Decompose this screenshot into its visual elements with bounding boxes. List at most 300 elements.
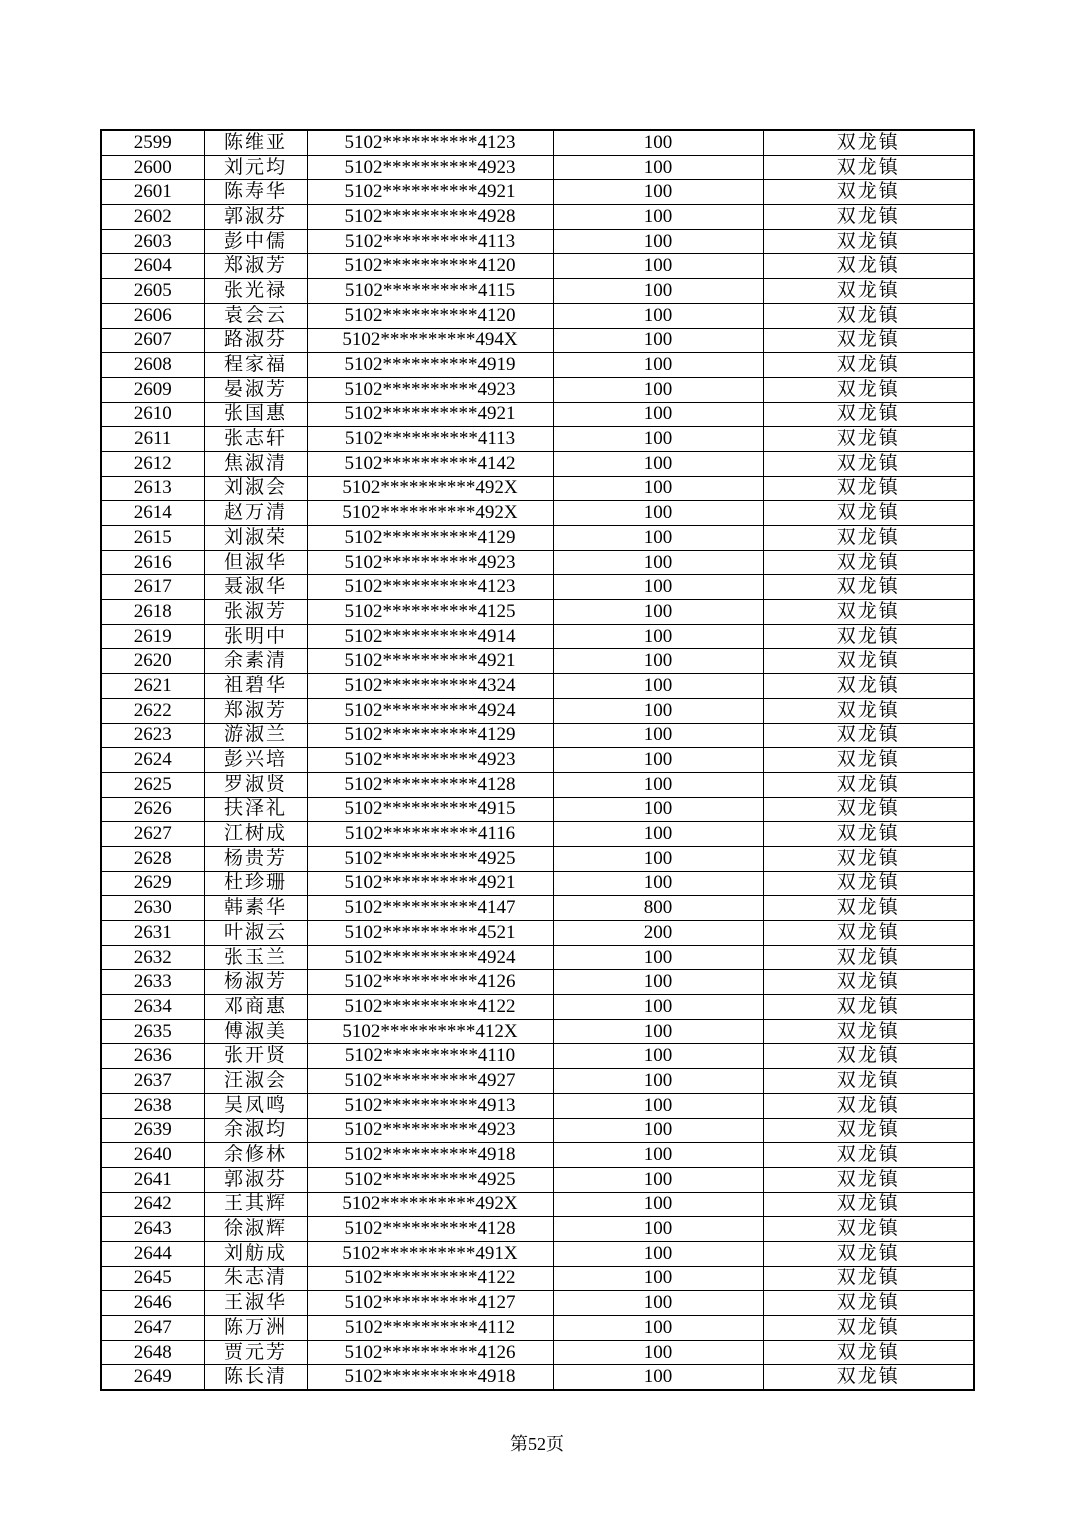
- id-number-cell: 5102**********4147: [307, 896, 553, 921]
- id-number-cell: 5102**********494X: [307, 328, 553, 353]
- town-cell: 双龙镇: [763, 624, 974, 649]
- table-row: [101, 995, 974, 1020]
- amount-cell: 100: [553, 772, 763, 797]
- name-cell: 韩素华: [204, 896, 307, 921]
- table-row: [101, 476, 974, 501]
- amount-cell: 100: [553, 526, 763, 551]
- serial-number-cell: 2639: [101, 1118, 204, 1143]
- town-cell: 双龙镇: [763, 130, 974, 155]
- amount-cell: 100: [553, 476, 763, 501]
- serial-number-cell: 2633: [101, 970, 204, 995]
- serial-number-cell: 2627: [101, 822, 204, 847]
- table-row: [101, 772, 974, 797]
- name-cell: 彭中儒: [204, 229, 307, 254]
- table-row: [101, 130, 974, 155]
- table-row: [101, 353, 974, 378]
- id-number-cell: 5102**********4129: [307, 723, 553, 748]
- town-cell: 双龙镇: [763, 254, 974, 279]
- name-cell: 刘元均: [204, 155, 307, 180]
- id-number-cell: 5102**********4521: [307, 921, 553, 946]
- table-row: [101, 328, 974, 353]
- amount-cell: 100: [553, 254, 763, 279]
- id-number-cell: 5102**********492X: [307, 1192, 553, 1217]
- amount-cell: 100: [553, 130, 763, 155]
- table-row: [101, 871, 974, 896]
- serial-number-cell: 2615: [101, 526, 204, 551]
- id-number-cell: 5102**********4923: [307, 550, 553, 575]
- amount-cell: 100: [553, 377, 763, 402]
- amount-cell: 100: [553, 945, 763, 970]
- name-cell: 陈寿华: [204, 180, 307, 205]
- table-row: [101, 1316, 974, 1341]
- town-cell: 双龙镇: [763, 377, 974, 402]
- table-row: [101, 1266, 974, 1291]
- town-cell: 双龙镇: [763, 698, 974, 723]
- serial-number-cell: 2637: [101, 1069, 204, 1094]
- serial-number-cell: 2622: [101, 698, 204, 723]
- name-cell: 贾元芳: [204, 1340, 307, 1365]
- table-row: [101, 427, 974, 452]
- amount-cell: 100: [553, 1266, 763, 1291]
- town-cell: 双龙镇: [763, 945, 974, 970]
- town-cell: 双龙镇: [763, 1143, 974, 1168]
- table-row: [101, 649, 974, 674]
- amount-cell: 100: [553, 205, 763, 230]
- town-cell: 双龙镇: [763, 303, 974, 328]
- id-number-cell: 5102**********4925: [307, 846, 553, 871]
- serial-number-cell: 2603: [101, 229, 204, 254]
- id-number-cell: 5102**********4923: [307, 1118, 553, 1143]
- town-cell: 双龙镇: [763, 229, 974, 254]
- serial-number-cell: 2604: [101, 254, 204, 279]
- id-number-cell: 5102**********4126: [307, 1340, 553, 1365]
- name-cell: 张光禄: [204, 279, 307, 304]
- id-number-cell: 5102**********4142: [307, 451, 553, 476]
- id-number-cell: 5102**********4923: [307, 748, 553, 773]
- town-cell: 双龙镇: [763, 772, 974, 797]
- serial-number-cell: 2608: [101, 353, 204, 378]
- table-row: [101, 896, 974, 921]
- amount-cell: 100: [553, 1291, 763, 1316]
- town-cell: 双龙镇: [763, 822, 974, 847]
- serial-number-cell: 2618: [101, 600, 204, 625]
- table-row: [101, 229, 974, 254]
- amount-cell: 100: [553, 1217, 763, 1242]
- name-cell: 张开贤: [204, 1044, 307, 1069]
- name-cell: 赵万清: [204, 501, 307, 526]
- id-number-cell: 5102**********4921: [307, 180, 553, 205]
- table-row: [101, 723, 974, 748]
- roster-body: [101, 130, 974, 1390]
- name-cell: 刘淑荣: [204, 526, 307, 551]
- table-row: [101, 303, 974, 328]
- name-cell: 程家福: [204, 353, 307, 378]
- amount-cell: 100: [553, 328, 763, 353]
- id-number-cell: 5102**********412X: [307, 1019, 553, 1044]
- serial-number-cell: 2647: [101, 1316, 204, 1341]
- name-cell: 余修林: [204, 1143, 307, 1168]
- name-cell: 刘舫成: [204, 1241, 307, 1266]
- id-number-cell: 5102**********4120: [307, 254, 553, 279]
- table-row: [101, 797, 974, 822]
- name-cell: 晏淑芳: [204, 377, 307, 402]
- amount-cell: 100: [553, 649, 763, 674]
- id-number-cell: 5102**********4924: [307, 698, 553, 723]
- id-number-cell: 5102**********4923: [307, 155, 553, 180]
- table-row: [101, 205, 974, 230]
- serial-number-cell: 2620: [101, 649, 204, 674]
- town-cell: 双龙镇: [763, 1266, 974, 1291]
- id-number-cell: 5102**********4127: [307, 1291, 553, 1316]
- name-cell: 杨贵芳: [204, 846, 307, 871]
- serial-number-cell: 2640: [101, 1143, 204, 1168]
- name-cell: 余素清: [204, 649, 307, 674]
- town-cell: 双龙镇: [763, 1192, 974, 1217]
- name-cell: 陈维亚: [204, 130, 307, 155]
- table-row: [101, 1217, 974, 1242]
- table-row: [101, 1118, 974, 1143]
- town-cell: 双龙镇: [763, 723, 974, 748]
- id-number-cell: 5102**********4112: [307, 1316, 553, 1341]
- table-row: [101, 1365, 974, 1390]
- serial-number-cell: 2614: [101, 501, 204, 526]
- serial-number-cell: 2629: [101, 871, 204, 896]
- id-number-cell: 5102**********4918: [307, 1365, 553, 1390]
- id-number-cell: 5102**********4921: [307, 871, 553, 896]
- town-cell: 双龙镇: [763, 476, 974, 501]
- serial-number-cell: 2612: [101, 451, 204, 476]
- town-cell: 双龙镇: [763, 921, 974, 946]
- name-cell: 罗淑贤: [204, 772, 307, 797]
- table-row: [101, 155, 974, 180]
- town-cell: 双龙镇: [763, 1217, 974, 1242]
- amount-cell: 100: [553, 624, 763, 649]
- name-cell: 焦淑清: [204, 451, 307, 476]
- name-cell: 聂淑华: [204, 575, 307, 600]
- serial-number-cell: 2638: [101, 1093, 204, 1118]
- amount-cell: 100: [553, 1069, 763, 1094]
- amount-cell: 100: [553, 748, 763, 773]
- table-row: [101, 1192, 974, 1217]
- page-number: 第52页: [510, 1434, 564, 1454]
- amount-cell: 100: [553, 402, 763, 427]
- id-number-cell: 5102**********4115: [307, 279, 553, 304]
- name-cell: 朱志清: [204, 1266, 307, 1291]
- id-number-cell: 5102**********4125: [307, 600, 553, 625]
- serial-number-cell: 2613: [101, 476, 204, 501]
- town-cell: 双龙镇: [763, 896, 974, 921]
- name-cell: 陈长清: [204, 1365, 307, 1390]
- amount-cell: 100: [553, 1192, 763, 1217]
- name-cell: 郑淑芳: [204, 698, 307, 723]
- town-cell: 双龙镇: [763, 748, 974, 773]
- serial-number-cell: 2606: [101, 303, 204, 328]
- serial-number-cell: 2621: [101, 674, 204, 699]
- town-cell: 双龙镇: [763, 600, 974, 625]
- amount-cell: 100: [553, 279, 763, 304]
- town-cell: 双龙镇: [763, 501, 974, 526]
- town-cell: 双龙镇: [763, 674, 974, 699]
- table-row: [101, 1143, 974, 1168]
- amount-cell: 100: [553, 575, 763, 600]
- id-number-cell: 5102**********4116: [307, 822, 553, 847]
- amount-cell: 100: [553, 155, 763, 180]
- table-row: [101, 1291, 974, 1316]
- name-cell: 郭淑芬: [204, 1167, 307, 1192]
- id-number-cell: 5102**********4110: [307, 1044, 553, 1069]
- amount-cell: 100: [553, 501, 763, 526]
- table-row: [101, 501, 974, 526]
- amount-cell: 100: [553, 1316, 763, 1341]
- id-number-cell: 5102**********4921: [307, 402, 553, 427]
- amount-cell: 100: [553, 550, 763, 575]
- serial-number-cell: 2641: [101, 1167, 204, 1192]
- name-cell: 叶淑云: [204, 921, 307, 946]
- amount-cell: 100: [553, 451, 763, 476]
- serial-number-cell: 2626: [101, 797, 204, 822]
- town-cell: 双龙镇: [763, 797, 974, 822]
- serial-number-cell: 2631: [101, 921, 204, 946]
- table-row: [101, 945, 974, 970]
- id-number-cell: 5102**********4129: [307, 526, 553, 551]
- table-row: [101, 921, 974, 946]
- amount-cell: 100: [553, 846, 763, 871]
- table-row: [101, 526, 974, 551]
- table-row: [101, 1019, 974, 1044]
- town-cell: 双龙镇: [763, 1316, 974, 1341]
- name-cell: 张明中: [204, 624, 307, 649]
- amount-cell: 100: [553, 1143, 763, 1168]
- name-cell: 江树成: [204, 822, 307, 847]
- name-cell: 路淑芬: [204, 328, 307, 353]
- town-cell: 双龙镇: [763, 1167, 974, 1192]
- id-number-cell: 5102**********4123: [307, 130, 553, 155]
- id-number-cell: 5102**********4123: [307, 575, 553, 600]
- id-number-cell: 5102**********491X: [307, 1241, 553, 1266]
- id-number-cell: 5102**********4918: [307, 1143, 553, 1168]
- table-row: [101, 575, 974, 600]
- serial-number-cell: 2644: [101, 1241, 204, 1266]
- serial-number-cell: 2636: [101, 1044, 204, 1069]
- town-cell: 双龙镇: [763, 550, 974, 575]
- name-cell: 王淑华: [204, 1291, 307, 1316]
- name-cell: 傅淑美: [204, 1019, 307, 1044]
- table-row: [101, 674, 974, 699]
- town-cell: 双龙镇: [763, 1069, 974, 1094]
- serial-number-cell: 2611: [101, 427, 204, 452]
- serial-number-cell: 2616: [101, 550, 204, 575]
- table-row: [101, 822, 974, 847]
- name-cell: 袁会云: [204, 303, 307, 328]
- table-row: [101, 1093, 974, 1118]
- name-cell: 郑淑芳: [204, 254, 307, 279]
- id-number-cell: 5102**********4113: [307, 229, 553, 254]
- amount-cell: 100: [553, 970, 763, 995]
- id-number-cell: 5102**********4913: [307, 1093, 553, 1118]
- town-cell: 双龙镇: [763, 180, 974, 205]
- table-row: [101, 846, 974, 871]
- serial-number-cell: 2605: [101, 279, 204, 304]
- town-cell: 双龙镇: [763, 328, 974, 353]
- amount-cell: 100: [553, 353, 763, 378]
- table-row: [101, 1044, 974, 1069]
- id-number-cell: 5102**********4126: [307, 970, 553, 995]
- name-cell: 吴凤鸣: [204, 1093, 307, 1118]
- amount-cell: 100: [553, 180, 763, 205]
- id-number-cell: 5102**********4914: [307, 624, 553, 649]
- amount-cell: 100: [553, 600, 763, 625]
- name-cell: 但淑华: [204, 550, 307, 575]
- name-cell: 张国惠: [204, 402, 307, 427]
- id-number-cell: 5102**********4324: [307, 674, 553, 699]
- table-row: [101, 970, 974, 995]
- town-cell: 双龙镇: [763, 995, 974, 1020]
- town-cell: 双龙镇: [763, 1118, 974, 1143]
- id-number-cell: 5102**********4113: [307, 427, 553, 452]
- serial-number-cell: 2649: [101, 1365, 204, 1390]
- serial-number-cell: 2628: [101, 846, 204, 871]
- name-cell: 张淑芳: [204, 600, 307, 625]
- town-cell: 双龙镇: [763, 1340, 974, 1365]
- serial-number-cell: 2619: [101, 624, 204, 649]
- serial-number-cell: 2634: [101, 995, 204, 1020]
- amount-cell: 200: [553, 921, 763, 946]
- serial-number-cell: 2609: [101, 377, 204, 402]
- amount-cell: 100: [553, 229, 763, 254]
- serial-number-cell: 2645: [101, 1266, 204, 1291]
- table-row: [101, 624, 974, 649]
- name-cell: 刘淑会: [204, 476, 307, 501]
- table-row: [101, 600, 974, 625]
- serial-number-cell: 2646: [101, 1291, 204, 1316]
- name-cell: 扶泽礼: [204, 797, 307, 822]
- amount-cell: 100: [553, 1093, 763, 1118]
- town-cell: 双龙镇: [763, 402, 974, 427]
- town-cell: 双龙镇: [763, 526, 974, 551]
- id-number-cell: 5102**********4128: [307, 1217, 553, 1242]
- name-cell: 游淑兰: [204, 723, 307, 748]
- name-cell: 彭兴培: [204, 748, 307, 773]
- amount-cell: 800: [553, 896, 763, 921]
- table-row: [101, 1241, 974, 1266]
- town-cell: 双龙镇: [763, 451, 974, 476]
- name-cell: 张玉兰: [204, 945, 307, 970]
- town-cell: 双龙镇: [763, 1241, 974, 1266]
- amount-cell: 100: [553, 1019, 763, 1044]
- name-cell: 邓商惠: [204, 995, 307, 1020]
- serial-number-cell: 2602: [101, 205, 204, 230]
- name-cell: 余淑均: [204, 1118, 307, 1143]
- serial-number-cell: 2617: [101, 575, 204, 600]
- amount-cell: 100: [553, 1118, 763, 1143]
- amount-cell: 100: [553, 871, 763, 896]
- table-row: [101, 748, 974, 773]
- name-cell: 张志轩: [204, 427, 307, 452]
- id-number-cell: 5102**********492X: [307, 501, 553, 526]
- table-row: [101, 698, 974, 723]
- serial-number-cell: 2643: [101, 1217, 204, 1242]
- town-cell: 双龙镇: [763, 649, 974, 674]
- serial-number-cell: 2632: [101, 945, 204, 970]
- amount-cell: 100: [553, 427, 763, 452]
- subsidy-roster-table: [100, 129, 975, 1391]
- id-number-cell: 5102**********492X: [307, 476, 553, 501]
- table-row: [101, 180, 974, 205]
- serial-number-cell: 2607: [101, 328, 204, 353]
- town-cell: 双龙镇: [763, 846, 974, 871]
- serial-number-cell: 2648: [101, 1340, 204, 1365]
- amount-cell: 100: [553, 797, 763, 822]
- id-number-cell: 5102**********4927: [307, 1069, 553, 1094]
- id-number-cell: 5102**********4925: [307, 1167, 553, 1192]
- name-cell: 王其辉: [204, 1192, 307, 1217]
- table-row: [101, 279, 974, 304]
- table-row: [101, 451, 974, 476]
- id-number-cell: 5102**********4928: [307, 205, 553, 230]
- name-cell: 杜珍珊: [204, 871, 307, 896]
- amount-cell: 100: [553, 1044, 763, 1069]
- serial-number-cell: 2625: [101, 772, 204, 797]
- serial-number-cell: 2642: [101, 1192, 204, 1217]
- amount-cell: 100: [553, 1340, 763, 1365]
- town-cell: 双龙镇: [763, 1291, 974, 1316]
- town-cell: 双龙镇: [763, 1365, 974, 1390]
- name-cell: 徐淑辉: [204, 1217, 307, 1242]
- town-cell: 双龙镇: [763, 1044, 974, 1069]
- id-number-cell: 5102**********4120: [307, 303, 553, 328]
- town-cell: 双龙镇: [763, 1093, 974, 1118]
- amount-cell: 100: [553, 1167, 763, 1192]
- name-cell: 汪淑会: [204, 1069, 307, 1094]
- town-cell: 双龙镇: [763, 427, 974, 452]
- name-cell: 郭淑芬: [204, 205, 307, 230]
- id-number-cell: 5102**********4924: [307, 945, 553, 970]
- serial-number-cell: 2600: [101, 155, 204, 180]
- id-number-cell: 5102**********4122: [307, 995, 553, 1020]
- amount-cell: 100: [553, 303, 763, 328]
- table-row: [101, 402, 974, 427]
- serial-number-cell: 2624: [101, 748, 204, 773]
- name-cell: 陈万洲: [204, 1316, 307, 1341]
- town-cell: 双龙镇: [763, 155, 974, 180]
- serial-number-cell: 2630: [101, 896, 204, 921]
- id-number-cell: 5102**********4915: [307, 797, 553, 822]
- serial-number-cell: 2601: [101, 180, 204, 205]
- table-row: [101, 1340, 974, 1365]
- town-cell: 双龙镇: [763, 970, 974, 995]
- town-cell: 双龙镇: [763, 353, 974, 378]
- name-cell: 祖碧华: [204, 674, 307, 699]
- serial-number-cell: 2623: [101, 723, 204, 748]
- amount-cell: 100: [553, 698, 763, 723]
- table-row: [101, 1069, 974, 1094]
- table-row: [101, 254, 974, 279]
- id-number-cell: 5102**********4128: [307, 772, 553, 797]
- town-cell: 双龙镇: [763, 871, 974, 896]
- table-row: [101, 1167, 974, 1192]
- serial-number-cell: 2599: [101, 130, 204, 155]
- name-cell: 杨淑芳: [204, 970, 307, 995]
- table-row: [101, 550, 974, 575]
- amount-cell: 100: [553, 723, 763, 748]
- amount-cell: 100: [553, 674, 763, 699]
- amount-cell: 100: [553, 1365, 763, 1390]
- id-number-cell: 5102**********4122: [307, 1266, 553, 1291]
- amount-cell: 100: [553, 995, 763, 1020]
- town-cell: 双龙镇: [763, 205, 974, 230]
- id-number-cell: 5102**********4919: [307, 353, 553, 378]
- amount-cell: 100: [553, 822, 763, 847]
